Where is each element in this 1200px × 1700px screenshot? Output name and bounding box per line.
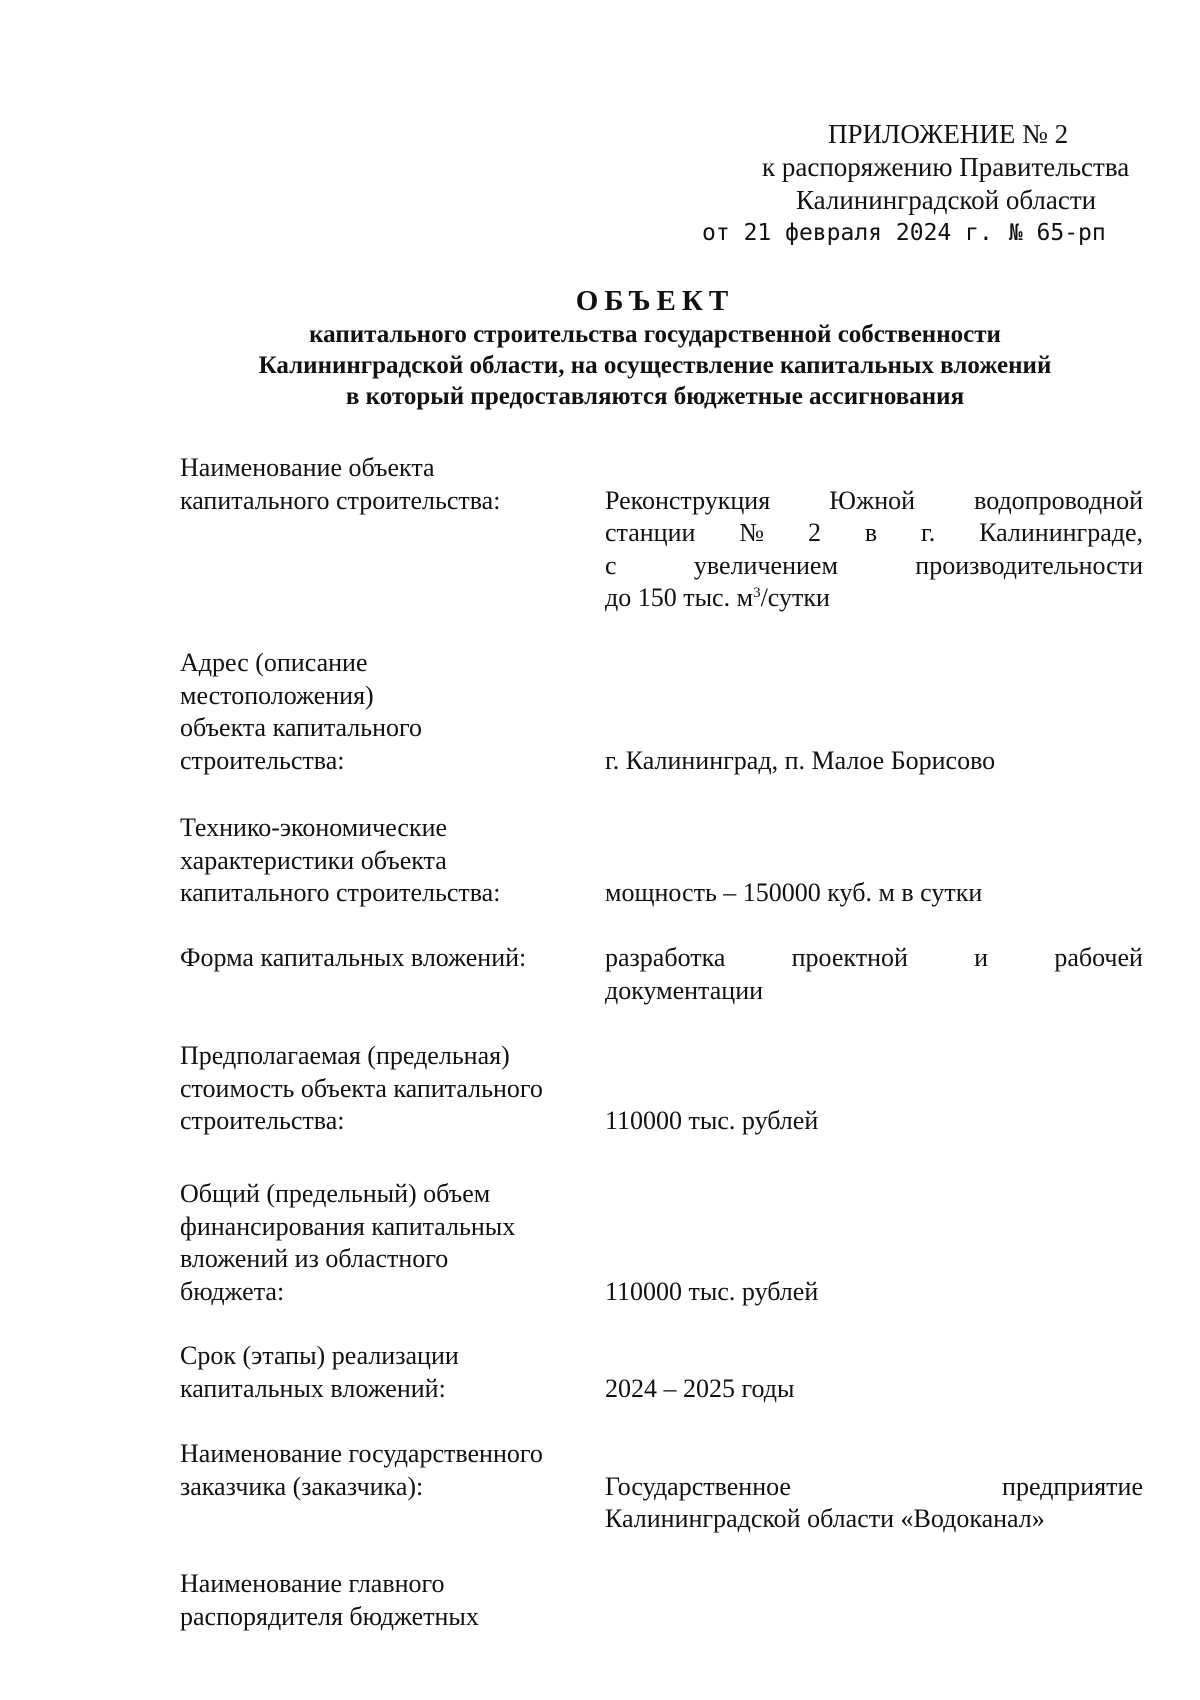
title-subtitle-line-2: Калининградской области, на осуществление капитальных вложений xyxy=(258,352,1052,379)
appendix-number: ПРИЛОЖЕНИЕ № 2 xyxy=(828,119,1069,149)
label-line: финансирования капитальных xyxy=(180,1211,516,1241)
field-label xyxy=(180,1340,590,1405)
label-line: стоимость объекта капитального xyxy=(180,1073,543,1103)
field-value xyxy=(605,942,1143,1007)
appendix-order-ref: к распоряжению Правительства xyxy=(762,152,1130,182)
appendix-doc-number: № 65-рп xyxy=(1008,220,1106,246)
word: и xyxy=(974,943,989,972)
label-line: Наименование объекта xyxy=(180,453,435,482)
label-line: Наименование государственного xyxy=(180,1439,543,1468)
field-value xyxy=(605,1373,1143,1406)
field-value xyxy=(605,485,1143,615)
word: Государственное xyxy=(605,1471,791,1501)
word: № xyxy=(739,518,765,547)
word: разработка xyxy=(605,943,726,972)
label-line: вложений из областного xyxy=(180,1244,449,1273)
value-line-2: Калининградской области «Водоканал» xyxy=(605,1504,1045,1533)
label-line: строительства: xyxy=(180,1106,345,1135)
field-value xyxy=(605,745,1143,778)
word: проектной xyxy=(791,943,908,972)
field-value xyxy=(605,877,1143,910)
field-value xyxy=(605,1105,1143,1138)
value-line: мощность – 150000 куб. м в сутки xyxy=(605,878,983,907)
field-value xyxy=(605,1276,1143,1309)
value-line-1 xyxy=(605,485,1143,518)
word: в xyxy=(864,518,878,547)
value-line-1 xyxy=(605,1471,1143,1504)
field-label xyxy=(180,1438,590,1503)
value-line-3 xyxy=(605,550,1143,583)
field-label xyxy=(180,942,590,975)
field-label xyxy=(180,452,590,517)
word: с xyxy=(605,550,617,580)
label-line: распорядителя бюджетных xyxy=(180,1601,479,1631)
value-line: 2024 – 2025 годы xyxy=(605,1373,795,1403)
label-line: строительства: xyxy=(180,745,345,775)
value-line-1 xyxy=(605,942,1143,975)
word: Калининграде, xyxy=(979,518,1143,547)
label-line: капитальных вложений: xyxy=(180,1373,446,1403)
label-line: капитального строительства: xyxy=(180,878,501,907)
field-label xyxy=(180,1568,590,1633)
label-line: Срок (этапы) реализации xyxy=(180,1341,459,1370)
appendix-region: Калининградской области xyxy=(796,185,1097,215)
label-line: заказчика (заказчика): xyxy=(180,1471,424,1501)
word: производительности xyxy=(915,550,1143,580)
label-line: Наименование главного xyxy=(180,1569,445,1598)
label-line: бюджета: xyxy=(180,1276,285,1306)
capacity-unit: /сутки xyxy=(760,583,830,612)
appendix-date-prefix: от xyxy=(702,220,730,246)
word: станции xyxy=(605,518,696,547)
title-subtitle-line-1: капитального строительства государственной собственности xyxy=(309,321,1001,348)
value-line: 110000 тыс. рублей xyxy=(605,1106,819,1135)
title-subtitle-line-3: в который предоставляются бюджетные ассигнования xyxy=(345,383,965,410)
word: увеличением xyxy=(693,550,838,580)
label-line: объекта капитального xyxy=(180,713,423,742)
value-line: 110000 тыс. рублей xyxy=(605,1276,819,1306)
label-line: Форма капитальных вложений: xyxy=(180,943,527,972)
title-main: ОБЪЕКТ xyxy=(575,285,735,317)
value-line-2: документации xyxy=(605,975,764,1005)
word: 2 xyxy=(807,518,821,547)
superscript: 3 xyxy=(753,585,761,601)
word: водопроводной xyxy=(974,485,1143,515)
label-line: Предполагаемая (предельная) xyxy=(180,1041,510,1070)
label-line: капитального строительства: xyxy=(180,485,501,515)
field-label xyxy=(180,1040,590,1138)
word: г. xyxy=(921,518,936,547)
field-label xyxy=(180,647,590,777)
value-line-4 xyxy=(605,582,1143,615)
word: рабочей xyxy=(1054,943,1143,972)
word: Реконструкция xyxy=(605,485,771,515)
capacity-text: до 150 тыс. м xyxy=(605,583,754,612)
field-value xyxy=(605,1471,1143,1536)
word: предприятие xyxy=(1002,1471,1143,1501)
label-line: Технико-экономические xyxy=(180,813,448,842)
value-line-2 xyxy=(605,517,1143,550)
label-line: характеристики объекта xyxy=(180,845,447,875)
label-line: местоположения) xyxy=(180,680,374,710)
label-line: Адрес (описание xyxy=(180,648,368,677)
value-line: г. Калининград, п. Малое Борисово xyxy=(605,745,996,775)
appendix-date: 21 февраля 2024 г. xyxy=(743,220,993,246)
word: Южной xyxy=(829,485,916,515)
field-label xyxy=(180,1178,590,1308)
field-label xyxy=(180,812,590,910)
label-line: Общий (предельный) объем xyxy=(180,1179,491,1208)
